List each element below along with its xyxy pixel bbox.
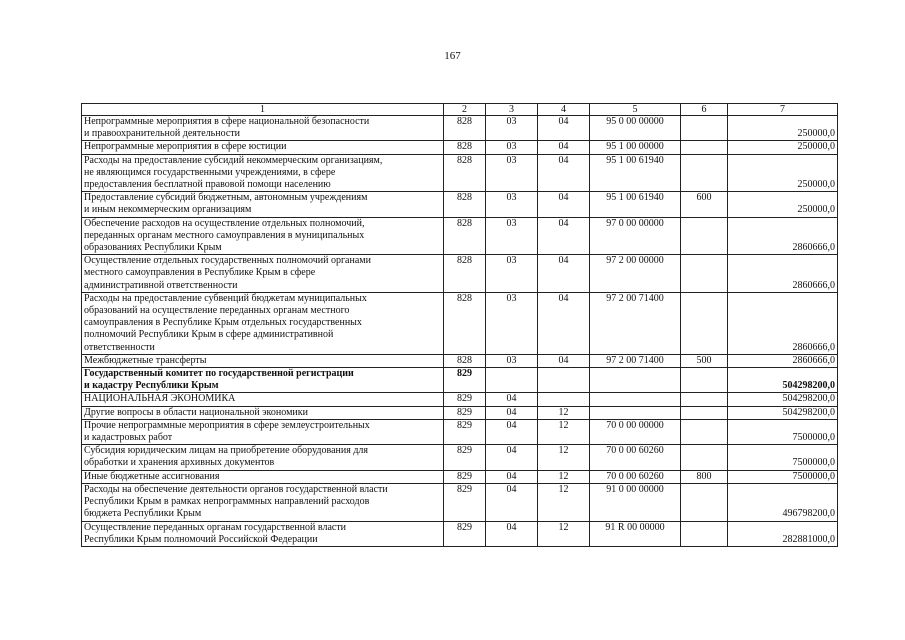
table-row	[82, 419, 838, 444]
target-article-code	[590, 368, 681, 393]
expense-type-code	[681, 154, 728, 192]
budget-item-name: НАЦИОНАЛЬНАЯ ЭКОНОМИКА	[82, 393, 444, 406]
amount: 282881000,0	[728, 521, 838, 546]
department-code: 829	[444, 521, 486, 546]
target-article-code: 70 0 00 60260	[590, 470, 681, 483]
subsection-code: 12	[538, 521, 590, 546]
section-code: 03	[486, 217, 538, 255]
table-row	[82, 354, 838, 367]
budget-item-name: Прочие непрограммные мероприятия в сфере землеустроительных и кадастровых работ	[82, 419, 444, 444]
department-code: 828	[444, 192, 486, 217]
section-code: 03	[486, 116, 538, 141]
amount: 504298200,0	[728, 406, 838, 419]
table-row	[82, 192, 838, 217]
column-number: 6	[681, 104, 728, 116]
section-code: 03	[486, 192, 538, 217]
budget-item-name: Другие вопросы в области национальной экономики	[82, 406, 444, 419]
section-code: 04	[486, 445, 538, 470]
amount: 504298200,0	[728, 368, 838, 393]
department-code: 828	[444, 141, 486, 154]
budget-item-name: Расходы на предоставление субсидий некоммерческим организациям, не являющимся государственными учреждениями, в сфере предоставления бесплатной правовой помощи населению	[82, 154, 444, 192]
subsection-code: 12	[538, 483, 590, 521]
department-code: 828	[444, 354, 486, 367]
section-code: 03	[486, 255, 538, 293]
target-article-code	[590, 393, 681, 406]
table-row	[82, 141, 838, 154]
budget-item-name: Государственный комитет по государственной регистрации и кадастру Республики Крым	[82, 368, 444, 393]
target-article-code: 95 1 00 00000	[590, 141, 681, 154]
department-code: 829	[444, 483, 486, 521]
subsection-code: 04	[538, 192, 590, 217]
table-row	[82, 116, 838, 141]
budget-table	[81, 103, 838, 547]
target-article-code	[590, 406, 681, 419]
target-article-code: 95 1 00 61940	[590, 154, 681, 192]
section-code: 04	[486, 406, 538, 419]
department-code: 829	[444, 368, 486, 393]
amount: 250000,0	[728, 116, 838, 141]
department-code: 829	[444, 470, 486, 483]
amount: 496798200,0	[728, 483, 838, 521]
table-row	[82, 393, 838, 406]
target-article-code: 95 0 00 00000	[590, 116, 681, 141]
budget-item-name: Непрограммные мероприятия в сфере национальной безопасности и правоохранительной деятельности	[82, 116, 444, 141]
column-number: 2	[444, 104, 486, 116]
section-code: 04	[486, 470, 538, 483]
expense-type-code	[681, 368, 728, 393]
target-article-code: 70 0 00 60260	[590, 445, 681, 470]
table-row	[82, 255, 838, 293]
subsection-code: 12	[538, 406, 590, 419]
section-code: 03	[486, 292, 538, 354]
subsection-code	[538, 368, 590, 393]
subsection-code: 04	[538, 354, 590, 367]
expense-type-code	[681, 292, 728, 354]
department-code: 829	[444, 406, 486, 419]
page-number: 167	[444, 50, 461, 62]
table-row	[82, 154, 838, 192]
target-article-code: 97 0 00 00000	[590, 217, 681, 255]
table-row	[82, 445, 838, 470]
target-article-code: 95 1 00 61940	[590, 192, 681, 217]
department-code: 829	[444, 393, 486, 406]
expense-type-code	[681, 521, 728, 546]
expense-type-code	[681, 116, 728, 141]
amount: 2860666,0	[728, 217, 838, 255]
subsection-code: 04	[538, 255, 590, 293]
budget-item-name: Предоставление субсидий бюджетным, автономным учреждениям и иным некоммерческим организациям	[82, 192, 444, 217]
budget-item-name: Иные бюджетные ассигнования	[82, 470, 444, 483]
section-code: 04	[486, 419, 538, 444]
expense-type-code	[681, 141, 728, 154]
expense-type-code	[681, 483, 728, 521]
budget-item-name: Расходы на обеспечение деятельности органов государственной власти Республики Крым в рамках непрограммных направлений расходов бюджета Республики Крым	[82, 483, 444, 521]
amount: 504298200,0	[728, 393, 838, 406]
subsection-code: 12	[538, 470, 590, 483]
department-code: 828	[444, 154, 486, 192]
amount: 250000,0	[728, 192, 838, 217]
section-code: 03	[486, 154, 538, 192]
table-row	[82, 368, 838, 393]
expense-type-code	[681, 419, 728, 444]
section-code	[486, 368, 538, 393]
budget-item-name: Межбюджетные трансферты	[82, 354, 444, 367]
expense-type-code	[681, 255, 728, 293]
table-row	[82, 483, 838, 521]
department-code: 828	[444, 217, 486, 255]
target-article-code: 97 2 00 00000	[590, 255, 681, 293]
column-number: 1	[82, 104, 444, 116]
section-code: 04	[486, 393, 538, 406]
department-code: 828	[444, 292, 486, 354]
section-code: 04	[486, 483, 538, 521]
amount: 7500000,0	[728, 470, 838, 483]
budget-item-name: Расходы на предоставление субвенций бюджетам муниципальных образований на осуществление переданных органам местного самоуправления в Республике Крым отдельных государственных полномочий Республики Крым в сфере административной ответственности	[82, 292, 444, 354]
subsection-code: 04	[538, 217, 590, 255]
department-code: 828	[444, 116, 486, 141]
department-code: 829	[444, 445, 486, 470]
expense-type-code	[681, 445, 728, 470]
target-article-code: 70 0 00 00000	[590, 419, 681, 444]
target-article-code: 97 2 00 71400	[590, 354, 681, 367]
column-number: 4	[538, 104, 590, 116]
column-number: 3	[486, 104, 538, 116]
table-row	[82, 292, 838, 354]
table-row	[82, 217, 838, 255]
budget-item-name: Субсидия юридическим лицам на приобретение оборудования для обработки и хранения архивных документов	[82, 445, 444, 470]
amount: 2860666,0	[728, 354, 838, 367]
expense-type-code: 800	[681, 470, 728, 483]
section-code: 03	[486, 354, 538, 367]
section-code: 03	[486, 141, 538, 154]
budget-item-name: Осуществление отдельных государственных полномочий органами местного самоуправления в Республике Крым в сфере административной ответственности	[82, 255, 444, 293]
subsection-code: 04	[538, 154, 590, 192]
expense-type-code: 500	[681, 354, 728, 367]
amount: 2860666,0	[728, 292, 838, 354]
amount: 250000,0	[728, 141, 838, 154]
table-row	[82, 470, 838, 483]
expense-type-code	[681, 393, 728, 406]
target-article-code: 91 R 00 00000	[590, 521, 681, 546]
amount: 250000,0	[728, 154, 838, 192]
target-article-code: 91 0 00 00000	[590, 483, 681, 521]
budget-item-name: Обеспечение расходов на осуществление отдельных полномочий, переданных органам местного самоуправления в муниципальных образованиях Республики Крым	[82, 217, 444, 255]
subsection-code: 12	[538, 419, 590, 444]
budget-item-name: Осуществление переданных органам государственной власти Республики Крым полномочий Российской Федерации	[82, 521, 444, 546]
amount: 7500000,0	[728, 419, 838, 444]
table-row	[82, 521, 838, 546]
subsection-code: 04	[538, 141, 590, 154]
expense-type-code: 600	[681, 192, 728, 217]
department-code: 828	[444, 255, 486, 293]
subsection-code: 12	[538, 445, 590, 470]
table-row	[82, 406, 838, 419]
subsection-code: 04	[538, 292, 590, 354]
department-code: 829	[444, 419, 486, 444]
column-number: 7	[728, 104, 838, 116]
subsection-code: 04	[538, 116, 590, 141]
column-number-header-row	[82, 104, 838, 116]
section-code: 04	[486, 521, 538, 546]
column-number: 5	[590, 104, 681, 116]
target-article-code: 97 2 00 71400	[590, 292, 681, 354]
expense-type-code	[681, 217, 728, 255]
amount: 2860666,0	[728, 255, 838, 293]
budget-item-name: Непрограммные мероприятия в сфере юстиции	[82, 141, 444, 154]
expense-type-code	[681, 406, 728, 419]
subsection-code	[538, 393, 590, 406]
amount: 7500000,0	[728, 445, 838, 470]
